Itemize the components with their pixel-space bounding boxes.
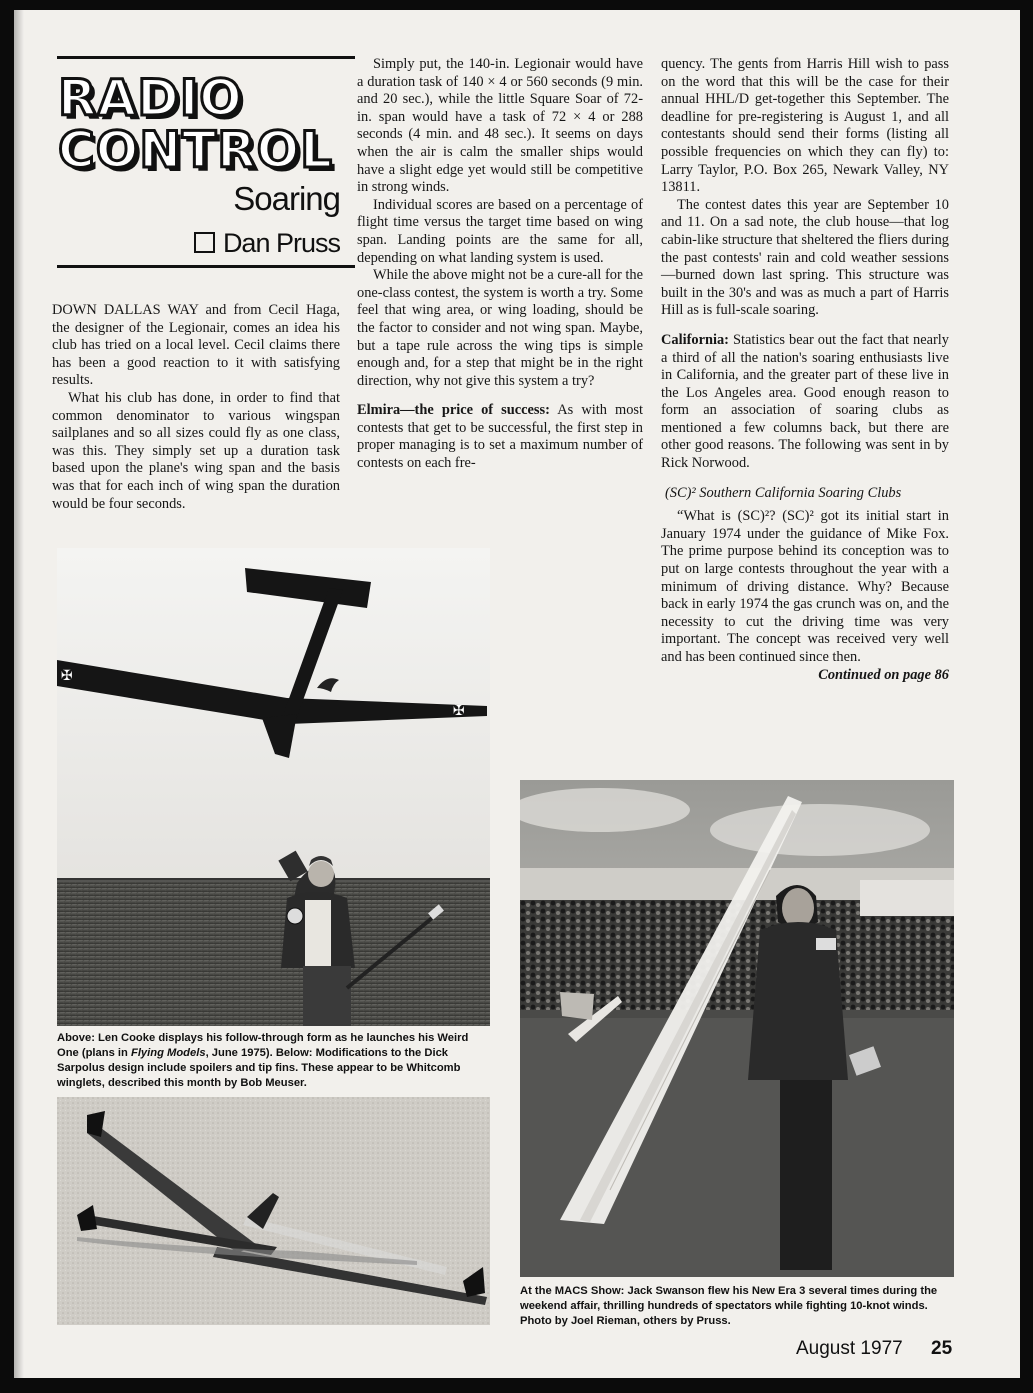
page-edge-shadow [14, 10, 24, 1378]
col1-lead: DOWN DALLAS WAY [52, 302, 199, 318]
byline-box-icon [194, 232, 215, 253]
column-1 [52, 302, 340, 513]
column-title [58, 69, 358, 179]
title-bottom-rule [57, 265, 355, 268]
magazine-page [14, 10, 1020, 1378]
magazine-title: Flying Models [130, 1047, 206, 1059]
issue-date: August 1977 [796, 1338, 903, 1359]
col2-paragraph-1: Simply put, the 140-in. Legionair would have a duration task of 140 × 4 or 560 seconds (9 min. and 20 sec.), while the little Square Soar of 72-in. span would have a task of 72 × 4 or 288 seconds (4 min. and 48 sec.). It seems on days when the air is calm the smaller ships would have a slight edge yet would still be competitive in strong winds. [357, 56, 643, 196]
col2-paragraph-4: Elmira—the price of success: As with most contests that get to be successful, the first step in proper managing is to set a maximum number of contests on each fre- [357, 402, 643, 472]
california-heading: California: [661, 331, 729, 348]
caption-right: At the MACS Show: Jack Swanson flew his New Era 3 several times during the weekend affair, thrilling hundreds of spectators while fighting 10-knot winds. Photo by Joel Rieman, others by Pruss. [520, 1285, 938, 1327]
col2-paragraph-3: While the above might not be a cure-all for the one-class contest, the system is worth a try. Some feel that wing area, or wing loading, should be the factor to consider and not wing span. Maybe, but a tape rule across the wing tips is simple enough and, for a step that might be in the right direction, why not give this system a try? [357, 267, 643, 389]
col3-paragraph-1: quency. The gents from Harris Hill wish to pass on the word that this will be the case for their annual HHL/D get-together this September. The deadline for pre-registering is August 1, and all contestants should send their forms (listing all possible frequencies on which they can fly) to: Larry Taylor, P.O. Box 265, Newark Valley, NY 13811. [661, 56, 949, 196]
photo-glider-ground [57, 1097, 490, 1325]
section-soaring: Soaring [233, 180, 340, 217]
column-3 [661, 56, 949, 684]
col3-paragraph-3: California: Statistics bear out the fact that nearly a third of all the nation's soaring enthusiasts live in California, and the greater part of these live in the Los Angeles area. Good enough reason to form an association of soaring clubs as mentioned a few columns back, but there are other good reasons. The following was sent in by Rick Norwood. [661, 331, 949, 472]
photo-glider-launch [57, 548, 490, 1026]
col1-paragraph-1: DOWN DALLAS WAY and from Cecil Haga, the designer of the Legionair, comes an idea his club has tried on a local level. Cecil claims there has been a good reaction to it with satisfying results. [52, 302, 340, 389]
svg-text:✠: ✠ [453, 703, 465, 719]
title-top-rule [57, 56, 355, 59]
svg-text:✠: ✠ [61, 668, 73, 684]
col3-paragraph-4: “What is (SC)²? (SC)² got its initial start in January 1974 under the guidance of Mike Fox. The prime purpose behind its conception was to put on large contests throughout the year with a minimum of driving distance. Why? Because back in early 1974 the gas crunch was on, and the necessity to cut the driving time was very important. The concept was received very well and has been continued since then. [661, 508, 949, 665]
byline [194, 228, 340, 259]
column-2 [357, 56, 643, 473]
byline-author: Dan Pruss [222, 228, 340, 258]
col1-paragraph-2: What his club has done, in order to find that common denominator to various wingspan sailplanes and so all sizes could fly as one class, was this. They simply set up a duration task based upon the plane's wing span and the basis was that for each inch of wing span the duration would be four seconds. [52, 389, 340, 512]
sc2-subheading: (SC)² Southern California Soaring Clubs [665, 484, 902, 501]
title-radio: RADIO [58, 69, 243, 127]
col2-paragraph-2: Individual scores are based on a percentage of flight time versus the target time based on wing span. Landing points are the same for all, depending on what landing system is used. [357, 196, 643, 266]
title-control: CONTROL [58, 121, 334, 179]
elmira-heading: Elmira—the price of success: [357, 402, 550, 419]
photo-macs-show [520, 780, 954, 1277]
caption-left: Above: Len Cooke displays his follow-through form as he launches his Weird One (plans in Flying Models, June 1975). Below: Modifications to the Dick Sarpolus design include spoilers and tip fins. These appear to be Whitcomb winglets, described this month by Bob Meuser. [57, 1032, 469, 1089]
continued-note: Continued on page 86 [818, 666, 949, 683]
page-number: 25 [931, 1338, 953, 1359]
col3-paragraph-2: The contest dates this year are September 10 and 11. On a sad note, the club house—that log cabin-like structure that sheltered the fliers during the past contests' rain and cold weather sessions—burned down last spring. This structure was built in the 30's and was as much a part of Harris Hill as is full-scale soaring. [661, 196, 949, 319]
